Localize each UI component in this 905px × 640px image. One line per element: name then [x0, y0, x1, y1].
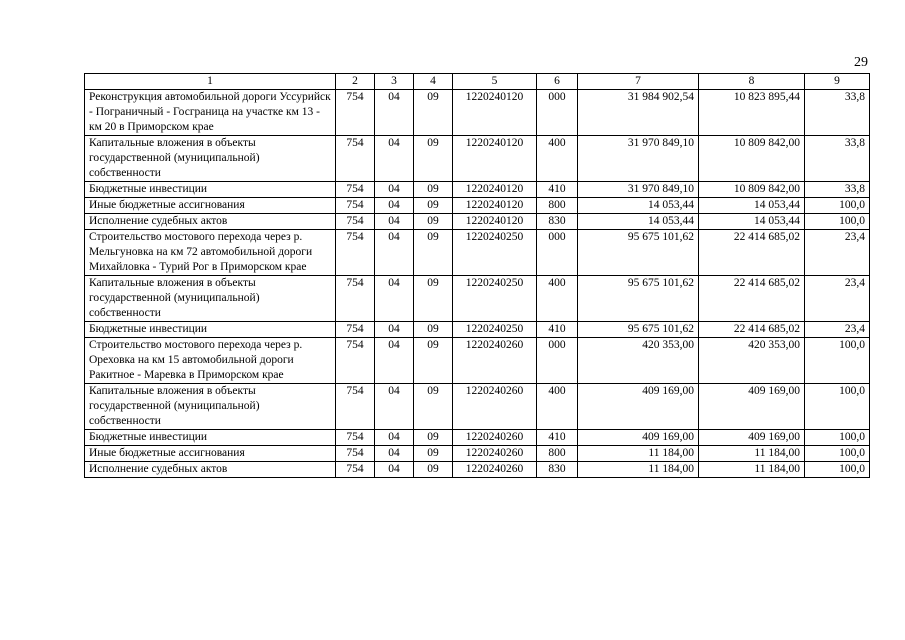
- code-cell: 1220240120: [453, 136, 537, 182]
- column-header: 1: [85, 74, 336, 90]
- row-name-cell: Строительство мостового перехода через р. Мельгуновка на км 72 автомобильной дороги Михайловка - Турий Рог в Приморском крае: [85, 230, 336, 276]
- code-cell: 1220240120: [453, 214, 537, 230]
- table-row: [85, 276, 870, 322]
- code-cell: 410: [537, 430, 578, 446]
- percent-cell: 33,8: [805, 90, 870, 136]
- amount-cell: 11 184,00: [699, 446, 805, 462]
- table-row: [85, 198, 870, 214]
- table-row: [85, 182, 870, 198]
- percent-cell: 100,0: [805, 198, 870, 214]
- code-cell: 830: [537, 214, 578, 230]
- amount-cell: 10 823 895,44: [699, 90, 805, 136]
- code-cell: 400: [537, 384, 578, 430]
- code-cell: 754: [336, 276, 375, 322]
- code-cell: 04: [375, 136, 414, 182]
- code-cell: 830: [537, 462, 578, 478]
- code-cell: 754: [336, 198, 375, 214]
- code-cell: 09: [414, 276, 453, 322]
- table-row: [85, 322, 870, 338]
- row-name-cell: Бюджетные инвестиции: [85, 430, 336, 446]
- code-cell: 1220240260: [453, 430, 537, 446]
- amount-cell: 14 053,44: [699, 198, 805, 214]
- table-row: [85, 462, 870, 478]
- amount-cell: 11 184,00: [699, 462, 805, 478]
- code-cell: 000: [537, 338, 578, 384]
- budget-table: [84, 73, 870, 478]
- amount-cell: 31 984 902,54: [578, 90, 699, 136]
- row-name-cell: Бюджетные инвестиции: [85, 182, 336, 198]
- amount-cell: 22 414 685,02: [699, 322, 805, 338]
- percent-cell: 100,0: [805, 384, 870, 430]
- table-row: [85, 136, 870, 182]
- code-cell: 1220240250: [453, 276, 537, 322]
- amount-cell: 14 053,44: [699, 214, 805, 230]
- column-header: 7: [578, 74, 699, 90]
- code-cell: 04: [375, 90, 414, 136]
- column-header: 9: [805, 74, 870, 90]
- table-body: [85, 90, 870, 478]
- code-cell: 000: [537, 90, 578, 136]
- row-name-cell: Капитальные вложения в объекты государственной (муниципальной) собственности: [85, 384, 336, 430]
- table-header: [85, 74, 870, 90]
- amount-cell: 95 675 101,62: [578, 322, 699, 338]
- header-row: [85, 74, 870, 90]
- code-cell: 1220240120: [453, 198, 537, 214]
- code-cell: 1220240260: [453, 462, 537, 478]
- table-row: [85, 90, 870, 136]
- amount-cell: 409 169,00: [578, 430, 699, 446]
- code-cell: 754: [336, 182, 375, 198]
- code-cell: 1220240260: [453, 338, 537, 384]
- code-cell: 754: [336, 384, 375, 430]
- code-cell: 410: [537, 322, 578, 338]
- code-cell: 754: [336, 446, 375, 462]
- column-header: 2: [336, 74, 375, 90]
- amount-cell: 14 053,44: [578, 198, 699, 214]
- amount-cell: 10 809 842,00: [699, 136, 805, 182]
- row-name-cell: Иные бюджетные ассигнования: [85, 446, 336, 462]
- row-name-cell: Исполнение судебных актов: [85, 214, 336, 230]
- code-cell: 04: [375, 430, 414, 446]
- column-header: 8: [699, 74, 805, 90]
- percent-cell: 33,8: [805, 182, 870, 198]
- page-number: 29: [854, 55, 868, 70]
- code-cell: 754: [336, 430, 375, 446]
- table-row: [85, 230, 870, 276]
- percent-cell: 100,0: [805, 214, 870, 230]
- code-cell: 800: [537, 446, 578, 462]
- code-cell: 09: [414, 136, 453, 182]
- percent-cell: 100,0: [805, 446, 870, 462]
- code-cell: 04: [375, 198, 414, 214]
- code-cell: 09: [414, 384, 453, 430]
- column-header: 4: [414, 74, 453, 90]
- row-name-cell: Строительство мостового перехода через р. Ореховка на км 15 автомобильной дороги Ракитное - Маревка в Приморском крае: [85, 338, 336, 384]
- row-name-cell: Бюджетные инвестиции: [85, 322, 336, 338]
- code-cell: 04: [375, 322, 414, 338]
- code-cell: 754: [336, 338, 375, 384]
- code-cell: 09: [414, 338, 453, 384]
- table-row: [85, 214, 870, 230]
- code-cell: 754: [336, 322, 375, 338]
- code-cell: 800: [537, 198, 578, 214]
- code-cell: 04: [375, 214, 414, 230]
- table-row: [85, 446, 870, 462]
- code-cell: 1220240260: [453, 446, 537, 462]
- code-cell: 09: [414, 430, 453, 446]
- percent-cell: 23,4: [805, 230, 870, 276]
- table-row: [85, 430, 870, 446]
- column-header: 6: [537, 74, 578, 90]
- row-name-cell: Иные бюджетные ассигнования: [85, 198, 336, 214]
- row-name-cell: Капитальные вложения в объекты государственной (муниципальной) собственности: [85, 276, 336, 322]
- percent-cell: 23,4: [805, 322, 870, 338]
- row-name-cell: Капитальные вложения в объекты государственной (муниципальной) собственности: [85, 136, 336, 182]
- amount-cell: 10 809 842,00: [699, 182, 805, 198]
- amount-cell: 22 414 685,02: [699, 276, 805, 322]
- code-cell: 754: [336, 90, 375, 136]
- code-cell: 09: [414, 230, 453, 276]
- table-row: [85, 384, 870, 430]
- code-cell: 1220240120: [453, 182, 537, 198]
- amount-cell: 420 353,00: [578, 338, 699, 384]
- amount-cell: 409 169,00: [699, 430, 805, 446]
- code-cell: 754: [336, 462, 375, 478]
- code-cell: 000: [537, 230, 578, 276]
- amount-cell: 14 053,44: [578, 214, 699, 230]
- code-cell: 04: [375, 276, 414, 322]
- code-cell: 1220240250: [453, 322, 537, 338]
- code-cell: 09: [414, 446, 453, 462]
- amount-cell: 11 184,00: [578, 446, 699, 462]
- row-name-cell: Реконструкция автомобильной дороги Уссурийск - Пограничный - Госграница на участке км 13 - км 20 в Приморском крае: [85, 90, 336, 136]
- column-header: 5: [453, 74, 537, 90]
- table-row: [85, 338, 870, 384]
- percent-cell: 100,0: [805, 430, 870, 446]
- amount-cell: 22 414 685,02: [699, 230, 805, 276]
- code-cell: 09: [414, 182, 453, 198]
- code-cell: 09: [414, 322, 453, 338]
- code-cell: 400: [537, 276, 578, 322]
- code-cell: 04: [375, 230, 414, 276]
- amount-cell: 95 675 101,62: [578, 230, 699, 276]
- code-cell: 754: [336, 214, 375, 230]
- code-cell: 1220240250: [453, 230, 537, 276]
- percent-cell: 23,4: [805, 276, 870, 322]
- code-cell: 04: [375, 384, 414, 430]
- code-cell: 04: [375, 338, 414, 384]
- code-cell: 754: [336, 136, 375, 182]
- code-cell: 04: [375, 462, 414, 478]
- amount-cell: 95 675 101,62: [578, 276, 699, 322]
- percent-cell: 33,8: [805, 136, 870, 182]
- code-cell: 04: [375, 182, 414, 198]
- percent-cell: 100,0: [805, 462, 870, 478]
- code-cell: 754: [336, 230, 375, 276]
- amount-cell: 31 970 849,10: [578, 136, 699, 182]
- code-cell: 09: [414, 90, 453, 136]
- code-cell: 410: [537, 182, 578, 198]
- column-header: 3: [375, 74, 414, 90]
- row-name-cell: Исполнение судебных актов: [85, 462, 336, 478]
- code-cell: 400: [537, 136, 578, 182]
- amount-cell: 409 169,00: [699, 384, 805, 430]
- code-cell: 1220240120: [453, 90, 537, 136]
- amount-cell: 31 970 849,10: [578, 182, 699, 198]
- amount-cell: 409 169,00: [578, 384, 699, 430]
- code-cell: 09: [414, 198, 453, 214]
- percent-cell: 100,0: [805, 338, 870, 384]
- amount-cell: 11 184,00: [578, 462, 699, 478]
- code-cell: 1220240260: [453, 384, 537, 430]
- amount-cell: 420 353,00: [699, 338, 805, 384]
- code-cell: 04: [375, 446, 414, 462]
- code-cell: 09: [414, 462, 453, 478]
- code-cell: 09: [414, 214, 453, 230]
